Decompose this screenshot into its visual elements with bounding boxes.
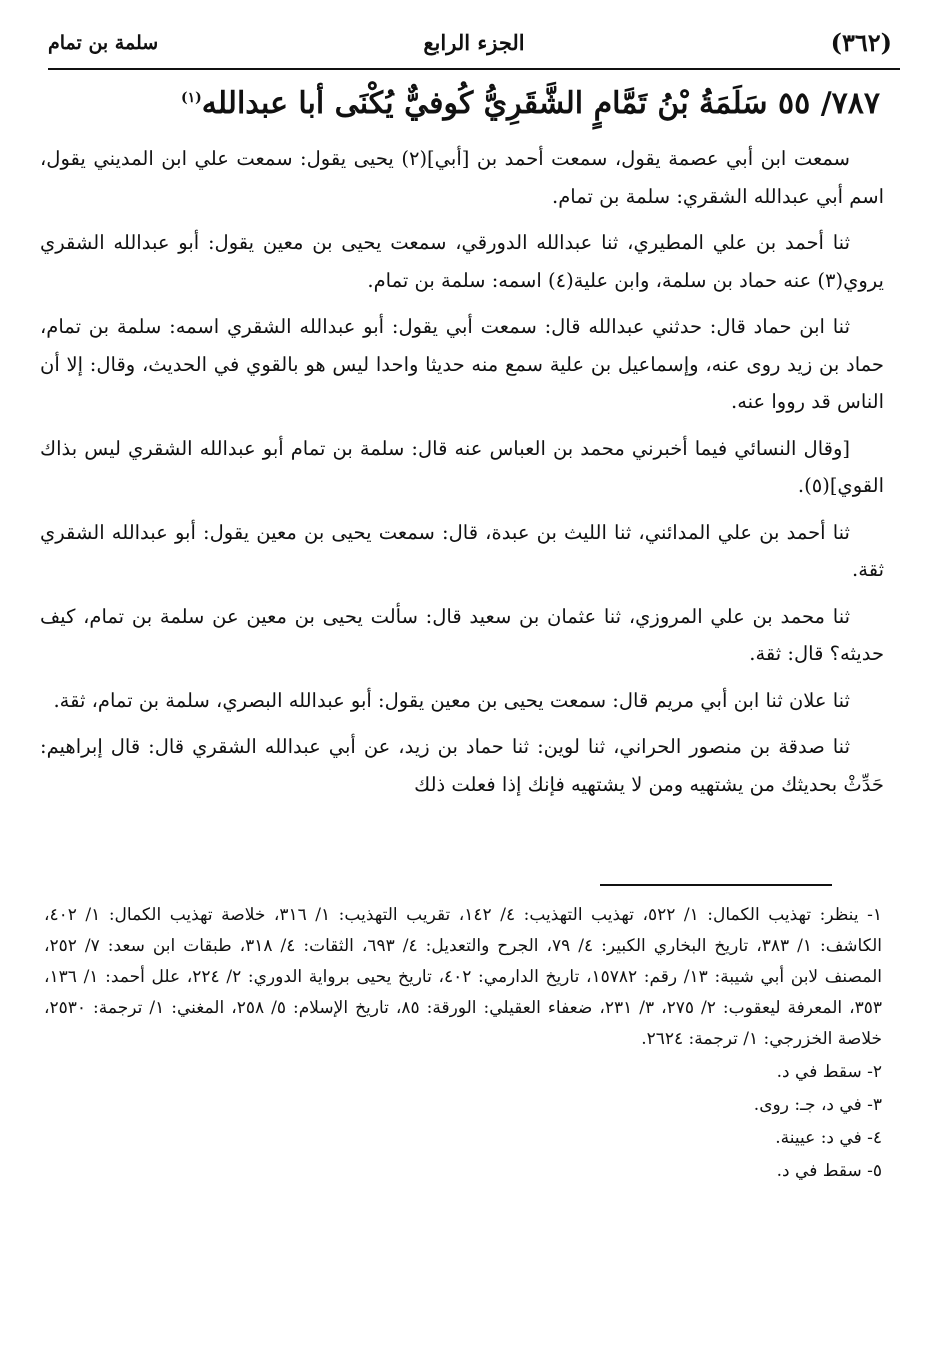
footnote: ٣- في د، جـ: روى.: [753, 1095, 882, 1115]
page-header: [48, 28, 900, 68]
paragraph: ثنا ابن حماد قال: حدثني عبدالله قال: سمعت أبي يقول: أبو عبدالله الشقري اسمه: سلمة بن تمام، حماد بن زيد روى عنه، وإسماعيل بن علية سمع منه حديثا واحدا ليس هو بالقوي في الحديث، وقال: إلا أن الناس قد رووا عنه.: [40, 315, 884, 413]
part-title: الجزء الرابع: [423, 30, 525, 55]
entry-number: ٧٨٧/ ٥٥: [778, 86, 880, 121]
entry-name: سَلَمَةُ بْنُ تَمَّامٍ الشَّقَرِيُّ كُوفيٌّ يُكْنَى أبا عبدالله: [201, 86, 768, 121]
paragraph: سمعت ابن أبي عصمة يقول، سمعت أحمد بن [أبي](٢) يحيى يقول: سمعت علي ابن المديني يقول، اسم أبي عبدالله الشقري: سلمة بن تمام.: [40, 147, 884, 208]
paragraph: ثنا أحمد بن علي المدائني، ثنا الليث بن عبدة، قال: سمعت يحيى بن معين يقول: أبو عبدالله الشقري ثقة.: [40, 520, 884, 581]
running-title: سلمة بن تمام: [48, 32, 159, 54]
paragraph: ثنا أحمد بن علي المطيري، ثنا عبدالله الدورقي، سمعت يحيى بن معين يقول: أبو عبدالله الشقري يروي(٣) عنه حماد بن سلمة، وابن علية(٤) اسمه: سلمة بن تمام.: [40, 231, 884, 292]
page-number: (٣٦٢): [830, 28, 892, 57]
paragraph: ثنا علان ثنا ابن أبي مريم قال: سمعت يحيى بن معين يقول: أبو عبدالله البصري، سلمة بن تمام، ثقة.: [53, 688, 850, 712]
paragraph: ثنا محمد بن علي المروزي، ثنا عثمان بن سعيد قال: سألت يحيى بن معين عن سلمة بن تمام، كيف حديثه؟ قال: ثقة.: [40, 604, 884, 665]
footnote: ٢- سقط في د.: [776, 1062, 882, 1082]
footnotes: [44, 900, 882, 1189]
entry-title: [90, 86, 880, 121]
main-text: [40, 140, 884, 812]
footnote: ١- ينظر: تهذيب الكمال: ١/ ٥٢٢، تهذيب التهذيب: ٤/ ١٤٢، تقريب التهذيب: ١/ ٣١٦، خلاصة تهذيب الكمال: ١/ ٤٠٢، الكاشف: ١/ ٣٨٣، تاريخ البخاري الكبير: ٤/ ٧٩، الجرح والتعديل: ٤/ ٦٩٣، الثقات: ٤/ ٣١٨، طبقات ابن سعد: ٧/ ٢٥٢، المصنف لابن أبي شيبة: ١٣/ رقم: ١٥٧٨٢، تاريخ الدارمي: ٤٠٢، تاريخ يحيى برواية الدوري: ٢/ ٢٢٤، علل أحمد: ١/ ١٣٦، ٣٥٣، المعرفة ليعقوب: ٢/ ٢٧٥، ٣/ ٢٣١، ضعفاء العقيلي: الورقة: ٨٥، تاريخ الإسلام: ٥/ ٢٥٨، المغني: ١/ ترجمة: ٢٥٣٠، خلاصة الخزرجي: ١/ ترجمة: ٢٦٢٤.: [44, 905, 883, 1049]
footnote: ٥- سقط في د.: [776, 1161, 882, 1181]
entry-footnote-ref: (١): [181, 90, 202, 106]
footnote: ٤- في د: عيينة.: [775, 1128, 882, 1148]
paragraph: [وقال النسائي فيما أخبرني محمد بن العباس عنه قال: سلمة بن تمام أبو عبدالله الشقري ليس بذاك القوي](٥).: [40, 436, 884, 497]
paragraph: ثنا صدقة بن منصور الحراني، ثنا لوين: ثنا حماد بن زيد، عن أبي عبدالله الشقري قال: قال إبراهيم: حَدِّثْ بحديثك من يشتهيه ومن لا يشتهيه فإنك إذا فعلت ذلك: [40, 735, 884, 796]
header-rule: [48, 68, 900, 70]
footnote-separator: [600, 884, 832, 886]
